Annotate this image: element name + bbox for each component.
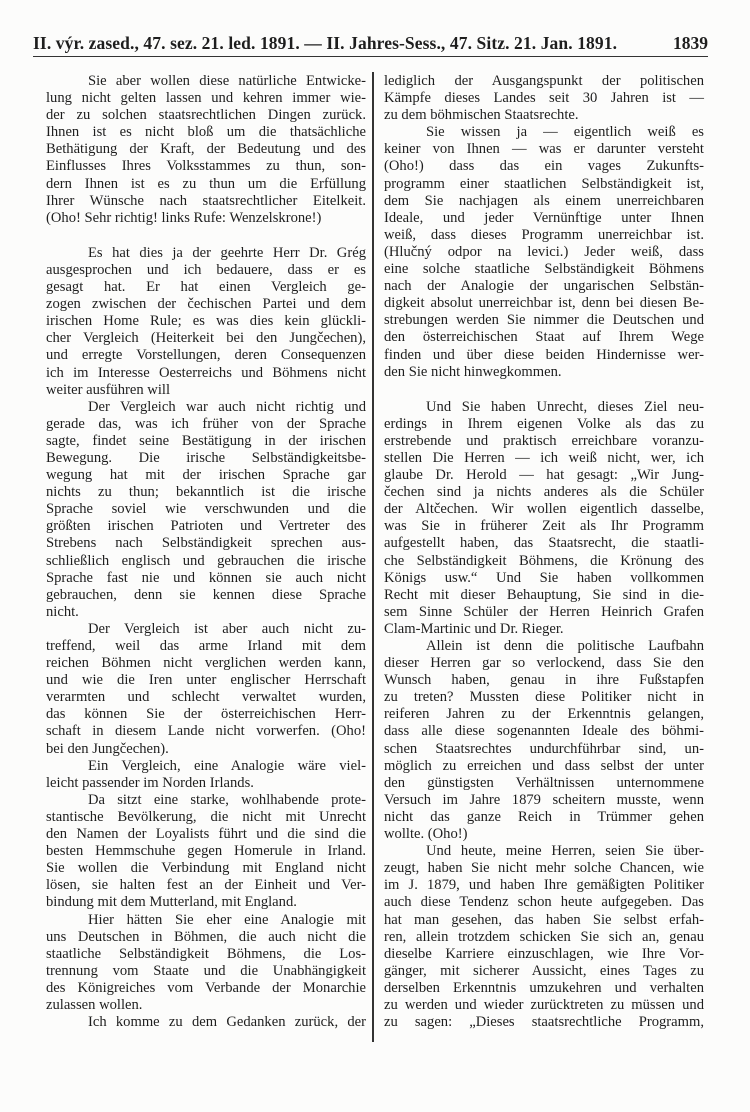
- text-line: reichen Böhmen nicht verglichen werden kann,: [46, 655, 366, 672]
- text-line: ren, allein trotzdem schicken Sie sich an, genau: [384, 928, 704, 945]
- text-line: zu sagen: „Dieses staatsrechtliche Programm,: [384, 1014, 704, 1031]
- text-line: den österreichischen Staat auf Ihrem Wege: [384, 329, 704, 346]
- text-line: dieser Herren gar so verlockend, dass Sie den: [384, 655, 704, 672]
- text-line: schen Staatsrechtes undurchführbar sind, un-: [384, 740, 704, 757]
- text-line: Clam-Martinic und Dr. Rieger.: [384, 620, 564, 637]
- text-line: Wunsch haben, genau in ihre Fußstapfen: [384, 672, 704, 689]
- text-line: zu treten? Mussten diese Politiker nicht in: [384, 689, 704, 706]
- text-line: schaft in diesem Lande nicht vorwerfen. (Oho!: [46, 723, 366, 740]
- text-line: sagte, findet seine Bestätigung in der irischen: [46, 432, 366, 449]
- running-header: [33, 30, 708, 57]
- text-line: derselben Erkenntnis umzukehren und verhalten: [384, 979, 704, 996]
- text-line: erdings in Ihrem eigenen Volke als das zu: [384, 415, 704, 432]
- text-line: uns Deutschen in Böhmen, die auch nicht die: [46, 928, 366, 945]
- text-line: Ihnen ist es nicht bloß um die thatsächliche: [46, 124, 366, 141]
- text-line: dem Sie nachjagen als einem unerreichbaren: [384, 192, 704, 209]
- text-line: im J. 1879, und haben Ihre gemäßigten Politiker: [384, 877, 704, 894]
- text-line: ich im Interesse Oesterreichs und Böhmens nicht: [46, 364, 366, 381]
- text-line: strebungen werden Sie nimmer die Deutschen und: [384, 312, 704, 329]
- text-line: lösen, sie halten fest an der Einheit und Ver-: [46, 877, 366, 894]
- text-line: nicht das ganze Reich in Trümmer gehen: [384, 808, 704, 825]
- text-line: (Oho! Sehr richtig! links Rufe: Wenzelskrone!): [46, 209, 322, 226]
- text-line: zeugt, haben Sie nicht mehr solche Chancen, wie: [384, 860, 704, 877]
- text-line: gänger, mit sicherer Aussicht, eines Tages zu: [384, 962, 704, 979]
- paragraph: [46, 1014, 366, 1031]
- text-line: Hier hätten Sie eher eine Analogie mit: [88, 911, 366, 928]
- text-line: digkeit absolut unerreichbar ist, denn bei diesen Be-: [384, 295, 704, 312]
- text-line: čechen sind ja nichts anderes als die Schüler: [384, 484, 704, 501]
- paragraph: [46, 399, 366, 621]
- text-line: gerade das, was ich früher von der Sprache: [46, 415, 366, 432]
- text-line: reiferen Jahren zu der Erkenntnis gelangen,: [384, 706, 704, 723]
- text-line: Und Sie haben Unrecht, dieses Ziel neu-: [426, 398, 704, 415]
- text-line: Bethätigung der Kraft, der Bedeutung und des: [46, 141, 366, 158]
- text-line: leicht passender im Norden Irlands.: [46, 774, 254, 791]
- text-line: (Hlučný odpor na levici.) Jeder weiß, dass: [384, 243, 704, 260]
- paragraph: [46, 792, 366, 912]
- text-line: che Selbständigkeit Böhmens, die Krönung des: [384, 552, 704, 569]
- text-line: stellen Die Herren — ich weiß nicht, wer, ich: [384, 449, 704, 466]
- text-line: den günstigsten Verhältnissen unternommene: [384, 774, 704, 791]
- paragraph: [384, 124, 704, 380]
- text-line: was Sie in früherer Zeit als Ihr Programm: [384, 518, 704, 535]
- text-line: dern Ihnen ist es zu thun um die Erfüllung: [46, 175, 366, 192]
- paragraph: [46, 758, 366, 792]
- paragraph: [384, 73, 704, 124]
- text-line: Sie wissen ja — eigentlich weiß es: [426, 124, 704, 141]
- text-line: stantische Bevölkerung, die nicht mit Unrecht: [46, 808, 366, 825]
- text-line: dieselbe Karriere einzuschlagen, wie Ihre Vor-: [384, 945, 704, 962]
- text-line: Strebens nach Selbständigkeit sprechen aus-: [46, 535, 366, 552]
- text-line: Sie aber wollen diese natürliche Entwicke-: [88, 73, 366, 89]
- text-line: der Altčechen. Wir wollen eigentlich dasselbe,: [384, 501, 704, 518]
- text-line: erstrebende und praktisch erreichbare voranzu-: [384, 432, 704, 449]
- text-line: den Namen der Loyalists führt und die sind die: [46, 826, 366, 843]
- text-line: Der Vergleich ist aber auch nicht zu-: [88, 620, 366, 637]
- text-line: bindung mit dem Mutterland, mit England.: [46, 894, 297, 911]
- text-line: cher Vergleich (Heiterkeit bei den Jungčechen),: [46, 330, 366, 347]
- text-line: Versuch im Jahre 1879 scheitern musste, wenn: [384, 791, 704, 808]
- text-line: Ideale, und jeder Vernünftige unter Ihnen: [384, 209, 704, 226]
- text-line: zogen zwischen der čechischen Partei und dem: [46, 296, 366, 313]
- paragraph: [384, 399, 704, 638]
- text-line: Königs usw.“ Und Sie haben vollkommen: [384, 569, 704, 586]
- text-line: Sprache fast nie und können sie auch nicht: [46, 569, 366, 586]
- text-line: möglich zu erreichen und dass selbst der unter: [384, 757, 704, 774]
- text-line: glaube Dr. Herold — hat gesagt: „Wir Jung-: [384, 467, 704, 484]
- text-line: schließlich englisch und gebrauchen die irische: [46, 552, 366, 569]
- paragraph: [46, 912, 366, 1015]
- text-line: Der Vergleich war auch nicht richtig und: [88, 398, 366, 415]
- text-line: zu dem böhmischen Staatsrechte.: [384, 107, 579, 124]
- text-line: den Sie nicht hinwegkommen.: [384, 363, 562, 380]
- text-line: eine solche staatliche Selbständigkeit Böhmens: [384, 261, 704, 278]
- text-line: besten Hemmschuhe gegen Homerule in Irland.: [46, 843, 366, 860]
- text-line: Bewegung. Die irische Selbständigkeitsbe-: [46, 449, 366, 466]
- text-line: finden und über diese beiden Hindernisse wer-: [384, 346, 704, 363]
- text-line: ausgesprochen und ich bedauere, dass er es: [46, 261, 366, 278]
- text-line: programm einer staatlichen Selbständigkeit ist,: [384, 175, 704, 192]
- text-line: Recht mit dieser Behauptung, Sie sind in die-: [384, 586, 704, 603]
- text-line: Es hat dies ja der geehrte Herr Dr. Grég: [88, 244, 366, 261]
- text-line: hat man gesehen, das haben Sie selbst erfah-: [384, 911, 704, 928]
- text-line: Einflusses Ihres Volksstammes zu thun, son-: [46, 158, 366, 175]
- text-line: staatliche Selbständigkeit Böhmens, die Los-: [46, 945, 366, 962]
- text-line: Da sitzt eine starke, wohlhabende prote-: [88, 791, 366, 808]
- text-line: (Oho!) dass das ein vages Zukunfts-: [384, 158, 704, 175]
- text-line: irischen Home Rule; es was dies kein glückli-: [46, 313, 366, 330]
- text-line: bei den Jungčechen).: [46, 740, 169, 757]
- text-line: das können Sie der österreichischen Herr-: [46, 706, 366, 723]
- left-column: [46, 73, 366, 1031]
- text-line: zulassen wollen.: [46, 996, 143, 1013]
- text-line: wollte. (Oho!): [384, 826, 468, 843]
- text-line: Sprache soviel wie verschwunden und die: [46, 501, 366, 518]
- text-line: verarmten und schlecht verwaltet wurden,: [46, 689, 366, 706]
- text-line: nichts zu thun; bekanntlich ist die irische: [46, 484, 366, 501]
- text-line: Sie wollen die Verbindung mit England nicht: [46, 860, 366, 877]
- paragraph: [46, 245, 366, 399]
- paragraph: [46, 621, 366, 758]
- paragraph: [46, 73, 366, 227]
- text-line: Allein ist denn die politische Laufbahn: [426, 638, 704, 654]
- text-line: gesagt hat. Er hat einen Vergleich ge-: [46, 279, 366, 296]
- column-divider: [372, 72, 374, 1042]
- text-line: keiner von Ihnen — was er darunter versteht: [384, 141, 704, 158]
- text-line: treffend, weil das arme Irland mit dem: [46, 638, 366, 654]
- text-line: aufgestellt haben, das Staatsrecht, die staatli-: [384, 535, 704, 552]
- text-line: Ihrer Wünsche nach staatsrechtlicher Eitelkeit.: [46, 192, 366, 209]
- text-line: größten irischen Patrioten und Vertreter des: [46, 518, 366, 535]
- text-line: auch diese Tendenz schon heute aufgegeben. Das: [384, 894, 704, 911]
- text-line: des Königreiches vom Verbande der Monarchie: [46, 979, 366, 996]
- paragraph: [384, 843, 704, 1031]
- text-line: und erregte Vorstellungen, deren Consequenzen: [46, 347, 366, 364]
- page-number: 1839: [673, 32, 708, 53]
- text-line: sem Sinne Schüler der Herren Heinrich Grafen: [384, 603, 704, 620]
- text-line: weiß, dass dieses Programm unerreichbar ist.: [384, 226, 704, 243]
- text-line: nach der Analogie der ungarischen Selbstän-: [384, 278, 704, 295]
- paragraph: [384, 638, 704, 843]
- text-line: dass alle diese sogenannten Ideale des böhmi-: [384, 723, 704, 740]
- text-line: Ein Vergleich, eine Analogie wäre viel-: [88, 757, 366, 774]
- text-line: trennung vom Staate und die Unabhängigkeit: [46, 962, 366, 979]
- text-line: lung nicht gelten lassen und kehren immer wie-: [46, 90, 366, 107]
- text-line: der zu solchen staatsrechtlichen Dingen zurück.: [46, 107, 366, 124]
- text-line: und wie die Iren unter englischer Herrschaft: [46, 672, 366, 689]
- text-line: Kämpfe dieses Landes seit 30 Jahren ist —: [384, 90, 704, 107]
- text-line: weiter ausführen will: [46, 381, 171, 398]
- text-line: Ich komme zu dem Gedanken zurück, der: [88, 1014, 366, 1031]
- header-title: II. výr. zased., 47. sez. 21. led. 1891. — II. Jahres-Sess., 47. Sitz. 21. Jan. 1891.: [33, 32, 618, 53]
- right-column: [384, 73, 704, 1031]
- text-line: lediglich der Ausgangspunkt der politischen: [384, 73, 704, 89]
- text-line: nicht.: [46, 603, 79, 620]
- text-line: gebrauchen, denn sie kennen diese Sprache: [46, 586, 366, 603]
- text-line: wegung hat mit der irischen Sprache gar: [46, 467, 366, 484]
- text-line: Und heute, meine Herren, seien Sie über-: [426, 843, 704, 860]
- text-line: zu werden und wieder zurücktreten zu müssen und: [384, 996, 704, 1013]
